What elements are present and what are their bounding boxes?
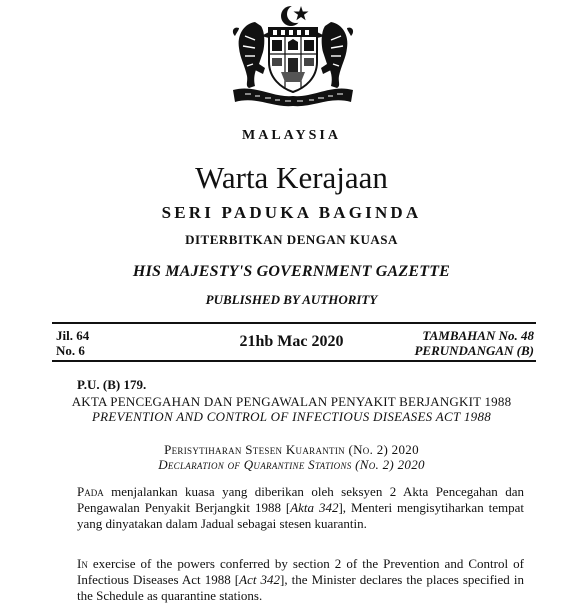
paragraph-ms-text1: menjalankan kuasa yang diberikan oleh seksyen 2 Akta Pencegahan dan Pengawalan Penyakit Berjangkit 1988 [ [77, 484, 524, 515]
act-title-en: PREVENTION AND CONTROL OF INFECTIOUS DISEASES ACT 1988 [91, 409, 492, 424]
published-by-authority-ms: DITERBITKAN DENGAN KUASA [185, 232, 398, 247]
paragraph-ms-text2: ], Menteri mengisytiharkan tempat yang dinyatakan dalam Jadual sebagai stesen kuarantin. [77, 500, 524, 531]
country-name: MALAYSIA [242, 128, 341, 143]
supplement-category: PERUNDANGAN (B) [414, 343, 534, 358]
issue-date: 21hb Mac 2020 [239, 333, 344, 350]
paragraph-en-lead: In [77, 556, 88, 571]
paragraph-ms-lead: Pada [77, 484, 104, 499]
order-title-ms: Perisytiharan Stesen Kuarantin (No. 2) 2020 [164, 442, 419, 457]
shield-icon [269, 28, 317, 92]
volume-label: Jil. 64 [56, 328, 90, 343]
crescent-star-icon [281, 5, 309, 26]
malaysia-coat-of-arms-icon [225, 2, 361, 112]
paragraph-en-text2: ], the Minister declares the places specified in the Schedule as quarantine stations. [77, 572, 524, 603]
paragraph-en-act-ref: Act 342 [239, 572, 281, 587]
bottom-rule [52, 360, 536, 362]
gazette-title: Warta Kerajaan [195, 160, 388, 195]
left-tiger-icon [233, 22, 269, 88]
paragraph-ms-act-ref: Akta 342 [290, 500, 339, 515]
paragraph-ms [77, 484, 524, 532]
paragraph-en-text1: exercise of the powers conferred by section 2 of the Prevention and Control of Infectious Diseases Act 1988 [ [77, 556, 524, 587]
notice-reference: P.U. (B) 179. [77, 377, 147, 392]
published-by-authority-en: PUBLISHED BY AUTHORITY [205, 292, 378, 307]
top-rule [52, 322, 536, 324]
order-title-en: Declaration of Quarantine Stations (No. 2) 2020 [158, 457, 425, 472]
right-tiger-icon [317, 22, 353, 88]
gazette-title-en: HIS MAJESTY'S GOVERNMENT GAZETTE [132, 263, 451, 280]
supplement-block [414, 328, 534, 358]
supplement-number: TAMBAHAN No. 48 [422, 328, 534, 343]
issue-number: No. 6 [56, 343, 85, 358]
act-title-ms: AKTA PENCEGAHAN DAN PENGAWALAN PENYAKIT BERJANGKIT 1988 [71, 394, 512, 409]
royal-title: SERI PADUKA BAGINDA [161, 203, 422, 222]
paragraph-en [77, 556, 524, 604]
